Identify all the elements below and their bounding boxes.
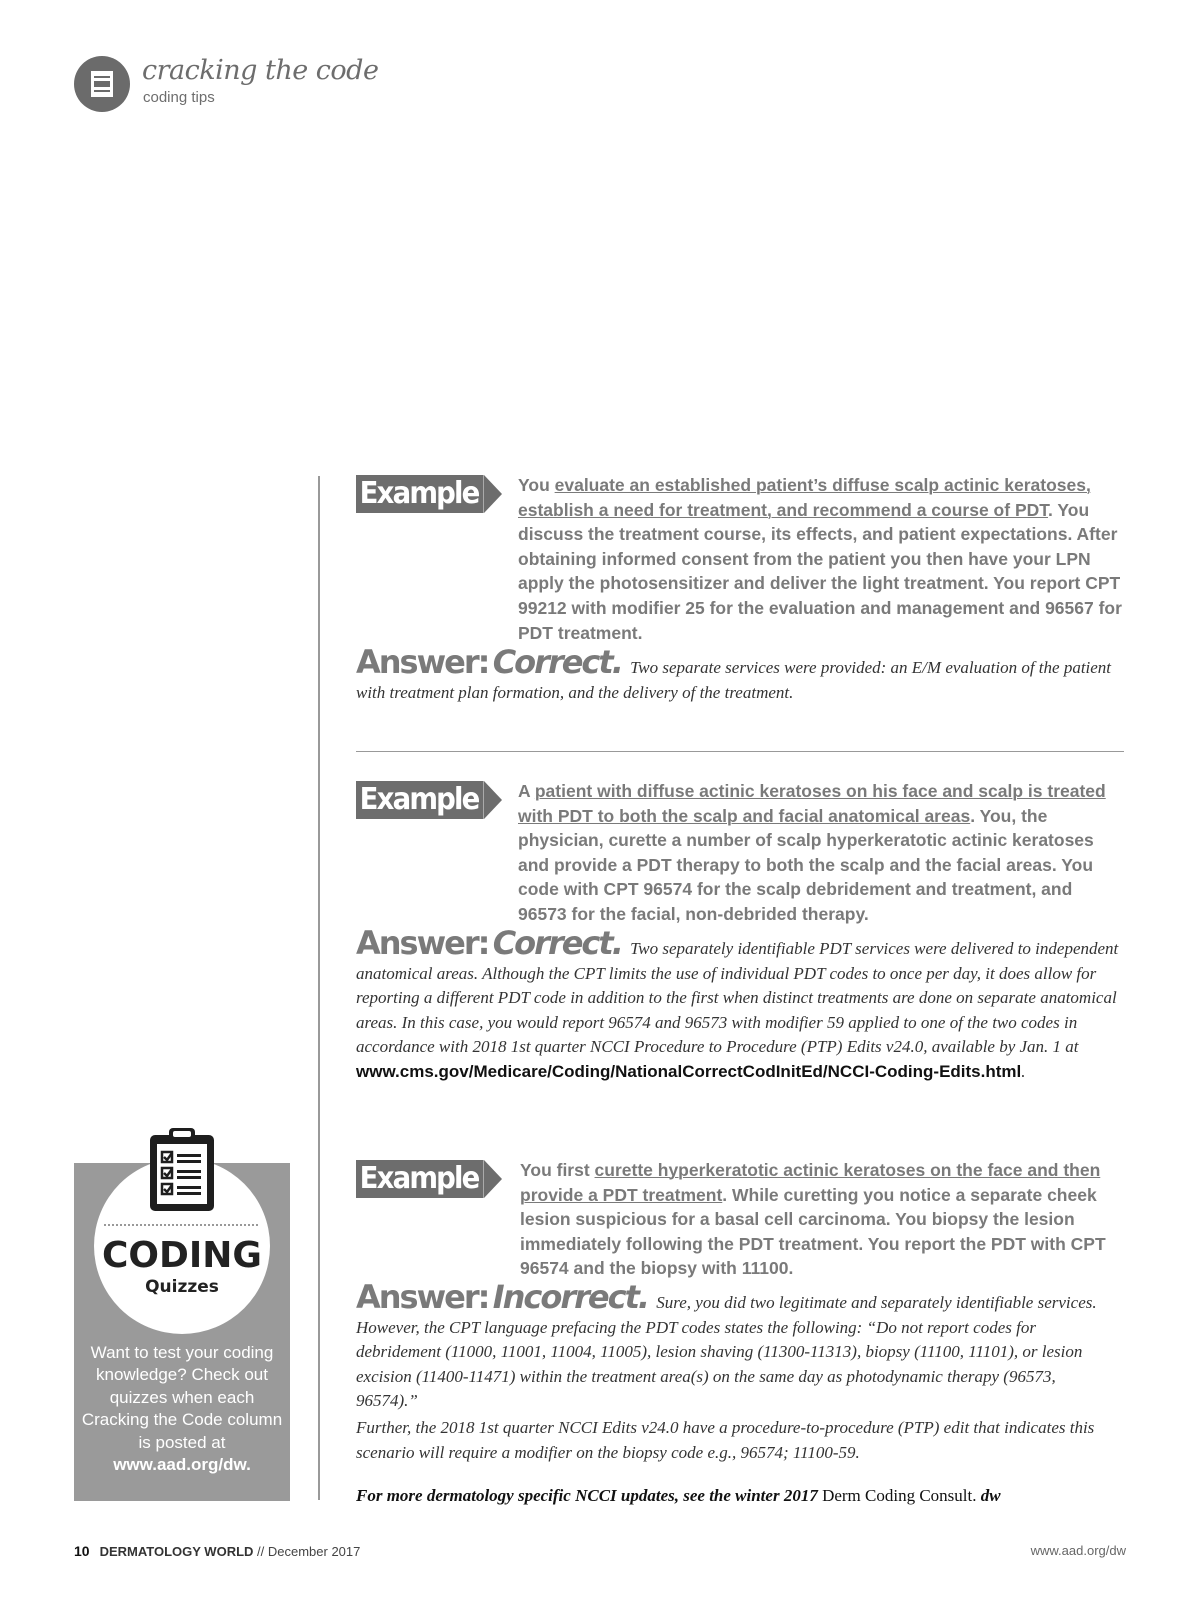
- example-question: [518, 779, 1124, 927]
- example-label: Example 2: [356, 475, 484, 513]
- question-text: A: [518, 781, 535, 801]
- question-text: . You discuss the treatment course, its effects, and patient expectations. After obtaining informed consent from the patient you then have your LPN apply the photosensitizer and deliver the light treatment. You report CPT 99212 with modifier 25 for the evaluation and management and 96567 for PDT treatment.: [518, 499, 1122, 643]
- badge-arrow: [484, 475, 502, 513]
- answer-label: Answer:: [356, 1278, 489, 1316]
- page-number: 10: [74, 1543, 90, 1559]
- answer-verdict: Correct.: [492, 643, 622, 681]
- answer-label: Answer:: [356, 924, 489, 962]
- footnote-sign: dw: [976, 1486, 1001, 1505]
- answer-label: Answer:: [356, 643, 489, 681]
- example-label: Example 4: [356, 1160, 484, 1198]
- badge-arrow: [484, 1160, 502, 1198]
- example-question: [520, 1158, 1124, 1281]
- example-question: [518, 473, 1124, 645]
- footnote-text: For more dermatology specific NCCI updates, see the winter 2017: [356, 1486, 823, 1505]
- section-title: cracking the code: [142, 55, 379, 86]
- page-footer: [74, 1543, 360, 1560]
- section-subtitle: coding tips: [143, 89, 215, 106]
- document-icon: [74, 56, 130, 112]
- example-answer: [356, 643, 1121, 705]
- clipboard-checklist-icon: [147, 1127, 217, 1218]
- issue-date: December 2017: [267, 1544, 361, 1559]
- publication-name: DERMATOLOGY WORLD: [99, 1544, 254, 1559]
- sidebar-body: Want to test your coding knowledge? Check out quizzes when each Cracking the Code column is posted at: [81, 1343, 283, 1452]
- answer-verdict: Correct.: [492, 924, 622, 962]
- example-label: Example 3: [356, 781, 484, 819]
- sidebar-text: [80, 1342, 284, 1476]
- answer-text: Two separately identifiable PDT services were delivered to independent anatomical areas. Although the CPT limits the use of individual PDT codes to once per day, it does allow for reporting a different PDT code in addition to the first when distinct treatments are done on separate anatomical areas. In this case, you would report 96574 and 96573 with modifier 59 applied to one of the two codes in accordance with 2018 1st quarter NCCI Procedure to Procedure (PTP) Edits v24.0, available by Jan. 1 at: [356, 939, 1119, 1057]
- cms-link[interactable]: www.cms.gov/Medicare/Coding/NationalCorrectCodInitEd/NCCI-Coding-Edits.html: [356, 1061, 1022, 1081]
- example-answer: [356, 924, 1121, 1085]
- question-underlined: evaluate an established patient’s diffuse scalp actinic keratoses, establish a need for treatment, and recommend a course of PDT: [518, 475, 1091, 520]
- dotted-divider: [104, 1224, 258, 1226]
- example-answer: [356, 1278, 1121, 1414]
- question-underlined: curette hyperkeratotic actinic keratoses on the face and then provide a PDT treatment: [520, 1160, 1101, 1205]
- question-text: You: [518, 475, 555, 495]
- footnote-publication: Derm Coding Consult.: [822, 1486, 977, 1505]
- question-text: You first: [520, 1160, 595, 1180]
- footer-url[interactable]: www.aad.org/dw: [1030, 1543, 1126, 1558]
- sidebar-link[interactable]: www.aad.org/dw.: [113, 1455, 251, 1475]
- badge-arrow: [484, 781, 502, 819]
- further-paragraph: Further, the 2018 1st quarter NCCI Edits v24.0 have a procedure-to-procedure (PTP) edit that indicates this scenario will require a modifier on the biopsy code e.g., 96574; 11100-59.: [356, 1418, 1095, 1462]
- footer-separator: //: [253, 1544, 268, 1559]
- horizontal-divider: [356, 751, 1124, 752]
- question-text: . You, the physician, curette a number of scalp hyperkeratotic actinic keratoses and provide a PDT therapy to both the scalp and the facial areas. You code with CPT 96574 for the scalp debridement and treatment, and 96573 for the facial, non-debrided therapy.: [518, 805, 1094, 924]
- answer-verdict: Incorrect.: [492, 1278, 649, 1316]
- sidebar-subtitle: Quizzes: [145, 1277, 219, 1297]
- answer-text: Sure, you did two legitimate and separately identifiable services. However, the CPT language prefacing the PDT codes states the following: “Do not report codes for debridement (11000, 11001, 11004, 11005), lesion shaving (11300-11313), biopsy (11100, 11101), or lesion excision (11400-11471) within the treatment area(s) on the same day as photodynamic therapy (96573, 96574).”: [356, 1293, 1097, 1411]
- answer-end: .: [1021, 1061, 1026, 1081]
- answer-text: Two separate services were provided: an E/M evaluation of the patient with treatment plan formation, and the delivery of the treatment.: [356, 658, 1112, 702]
- sidebar-title: CODING: [102, 1235, 262, 1276]
- question-underlined: patient with diffuse actinic keratoses on his face and scalp is treated with PDT to both the scalp and facial anatomical areas: [518, 781, 1106, 826]
- vertical-divider: [318, 476, 320, 1500]
- footnote: [356, 1484, 1121, 1509]
- question-text: . While curetting you notice a separate cheek lesion suspicious for a basal cell carcinoma. You biopsy the lesion immediately following the PDT treatment. You report the PDT with CPT 96574 and the biopsy with 11100.: [520, 1184, 1106, 1279]
